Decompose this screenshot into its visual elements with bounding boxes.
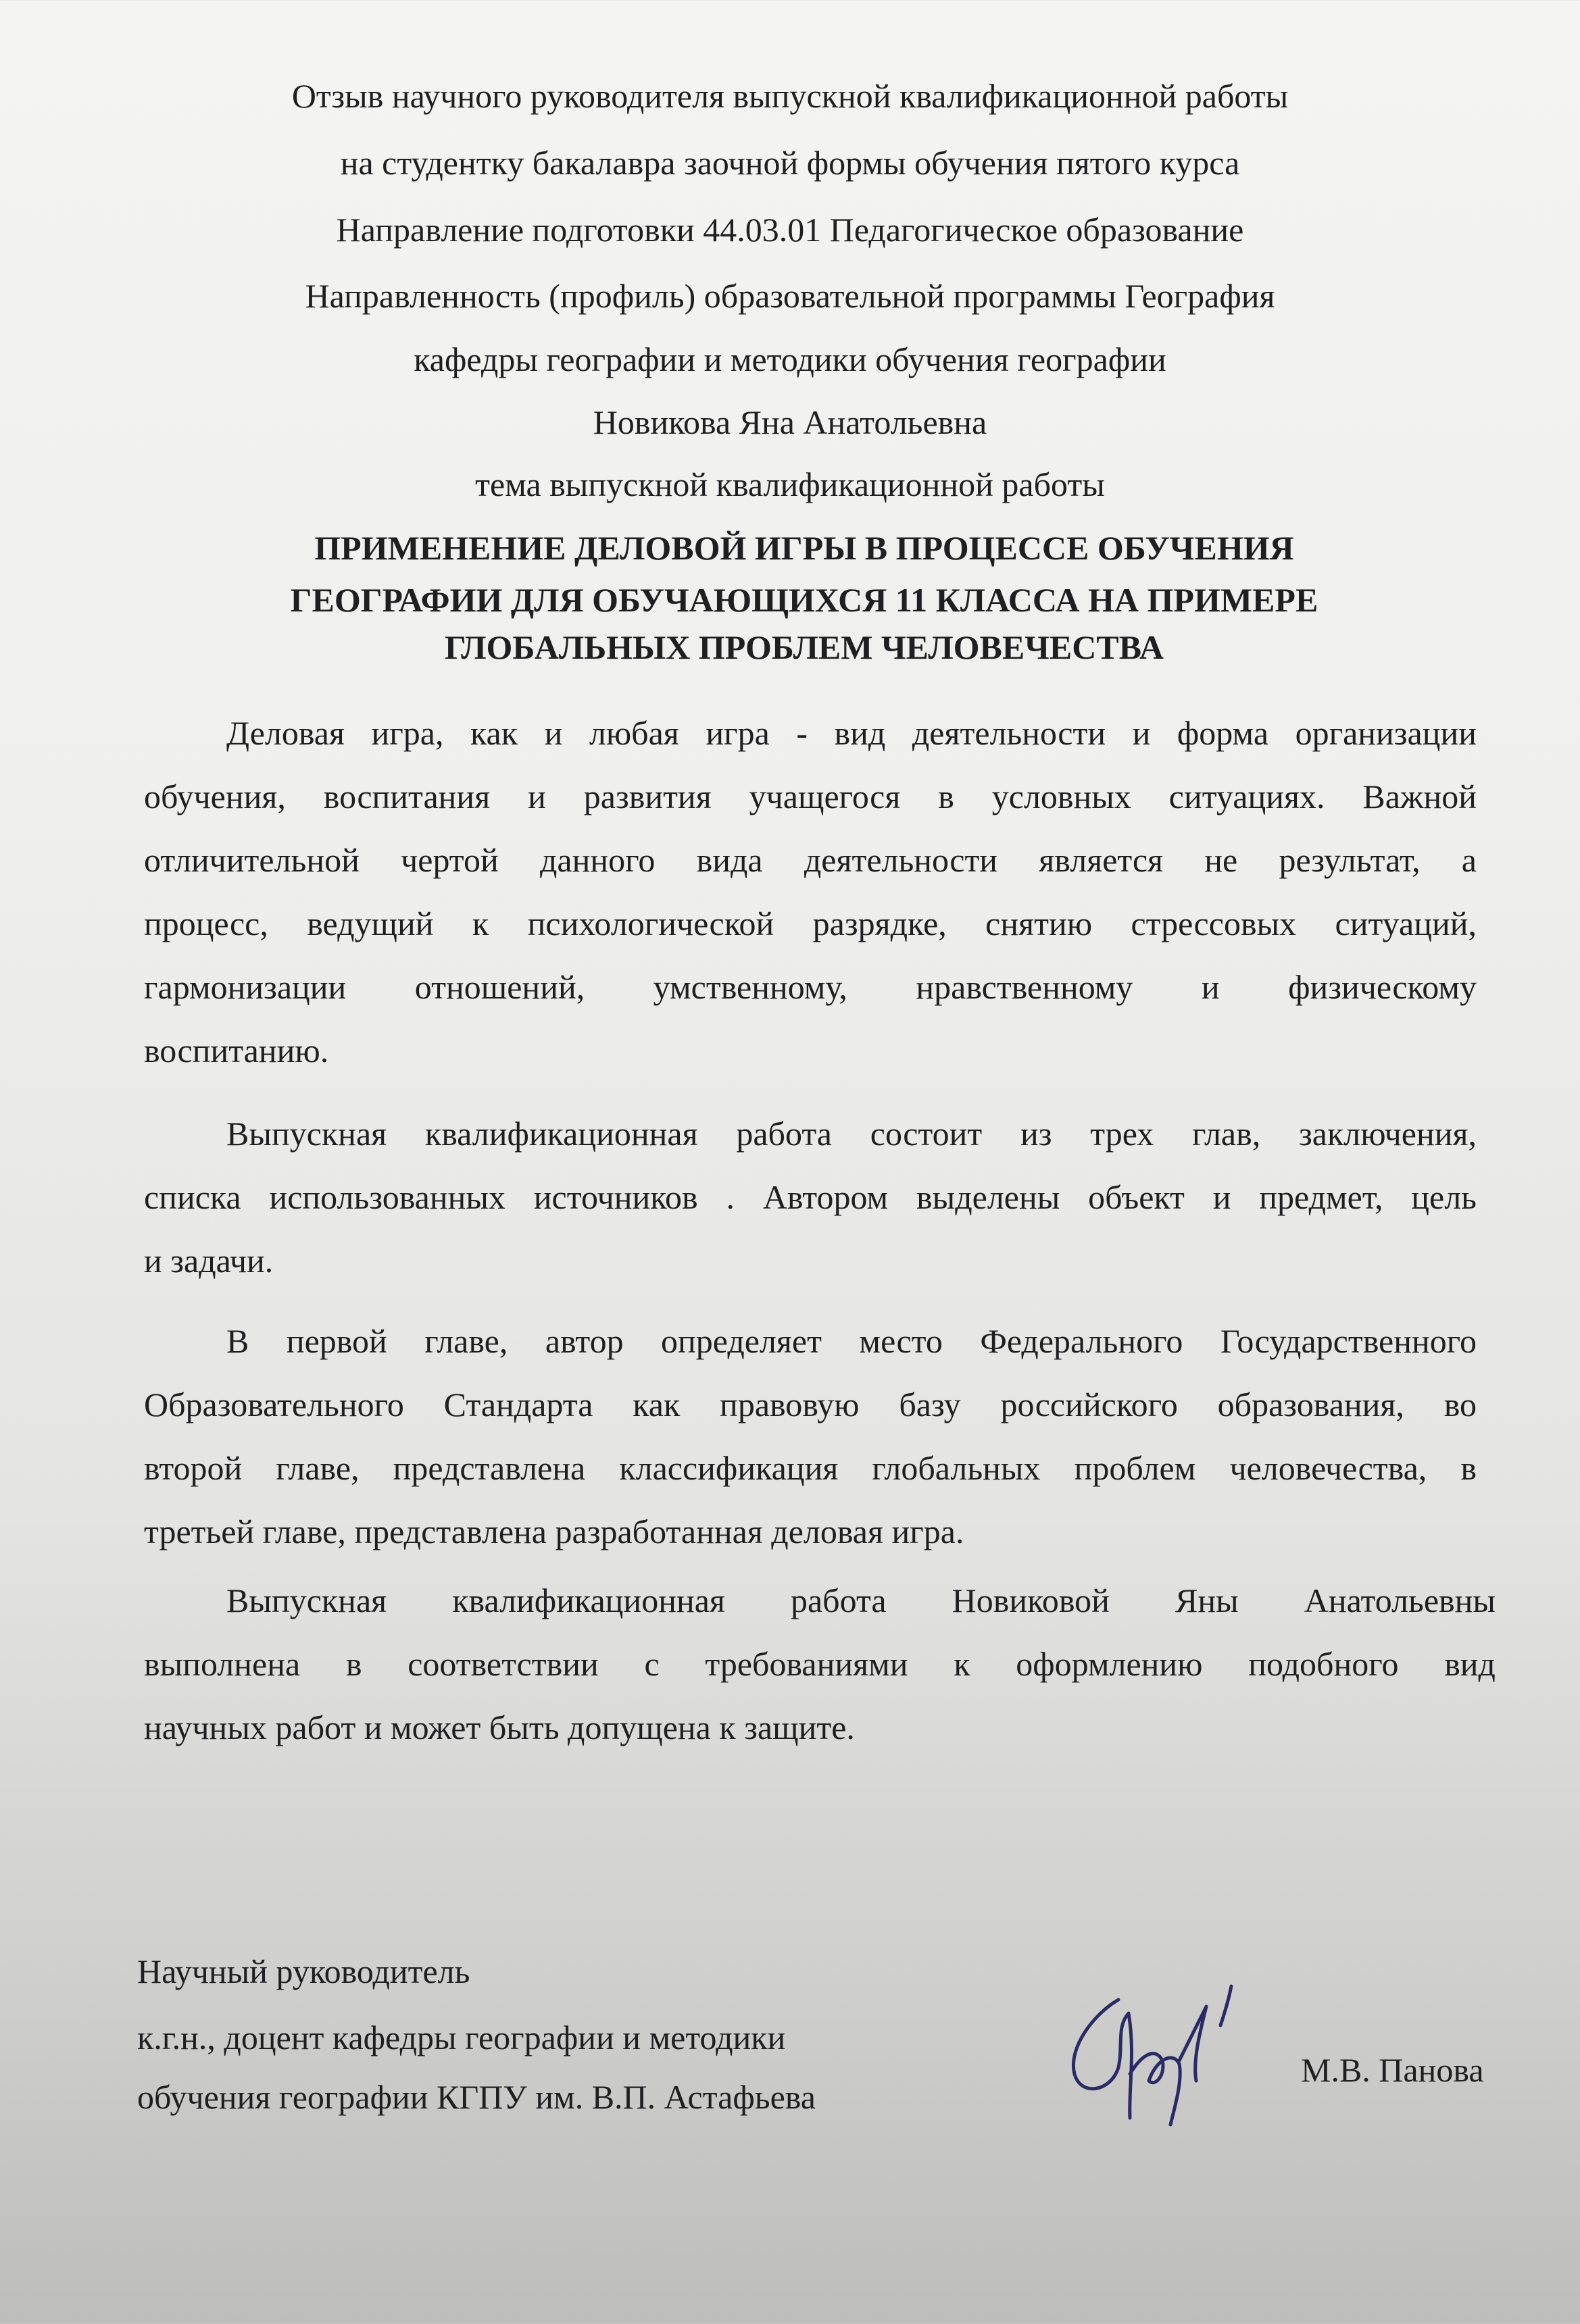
supervisor-position: к.г.н., доцент кафедры географии и методики: [137, 2019, 786, 2056]
text-line: списка использованных источников . Автором выделены объект и предмет, цель: [144, 1178, 1477, 1216]
text-line: Деловая игра, как и любая игра - вид деятельности и форма организации: [226, 714, 1477, 752]
header-line: на студентку бакалавра заочной формы обучения пятого курса: [340, 144, 1240, 182]
text-line: Образовательного Стандарта как правовую базу российского образования, во: [144, 1386, 1477, 1423]
supervisor-role: Научный руководитель: [137, 1952, 470, 1990]
header-line: Отзыв научного руководителя выпускной квалификационной работы: [291, 77, 1289, 115]
header-line: Направление подготовки 44.03.01 Педагогическое образование: [336, 211, 1244, 249]
text-line: Выпускная квалификационная работа Новиковой Яны Анатольевны: [226, 1582, 1496, 1619]
text-line: обучения, воспитания и развития учащегося в условных ситуациях. Важной: [144, 778, 1477, 815]
signature-icon: [1054, 1973, 1257, 2135]
title-line: ГЛОБАЛЬНЫХ ПРОБЛЕМ ЧЕЛОВЕЧЕСТВА: [444, 628, 1164, 666]
text-line: В первой главе, автор определяет место Федерального Государственного: [226, 1322, 1477, 1360]
title-line: ГЕОГРАФИИ ДЛЯ ОБУЧАЮЩИХСЯ 11 КЛАССА НА ПРИМЕРЕ: [290, 581, 1318, 619]
header-line: Направленность (профиль) образовательной программы География: [305, 277, 1275, 315]
header-line: тема выпускной квалификационной работы: [475, 465, 1105, 503]
text-line: гармонизации отношений, умственному, нравственному и физическому: [144, 968, 1477, 1006]
text-line: третьей главе, представлена разработанная деловая игра.: [144, 1513, 964, 1550]
student-name: Новикова Яна Анатольевна: [593, 403, 987, 441]
body-paragraph-4: [144, 1569, 1496, 1759]
text-line: второй главе, представлена классификация глобальных проблем человечества, в: [144, 1449, 1477, 1487]
supervisor-position: обучения географии КГПУ им. В.П. Астафьева: [137, 2078, 816, 2116]
text-line: воспитанию.: [144, 1032, 329, 1069]
text-line: научных работ и может быть допущена к защите.: [144, 1709, 855, 1746]
body-paragraph-1: [144, 701, 1477, 1082]
text-line: Выпускная квалификационная работа состоит из трех глав, заключения,: [226, 1115, 1477, 1153]
body-paragraph-3: [144, 1309, 1477, 1563]
text-line: процесс, ведущий к психологической разрядке, снятию стрессовых ситуаций,: [144, 905, 1477, 942]
header-line: кафедры географии и методики обучения географии: [414, 340, 1166, 378]
body-paragraph-2: [144, 1102, 1477, 1292]
text-line: отличительной чертой данного вида деятельности является не результат, а: [144, 841, 1477, 879]
text-line: и задачи.: [144, 1242, 274, 1280]
title-line: ПРИМЕНЕНИЕ ДЕЛОВОЙ ИГРЫ В ПРОЦЕССЕ ОБУЧЕНИЯ: [314, 529, 1294, 567]
text-line: выполнена в соответствии с требованиями к оформлению подобного вид: [144, 1645, 1496, 1683]
supervisor-name: М.В. Панова: [1301, 2051, 1484, 2089]
